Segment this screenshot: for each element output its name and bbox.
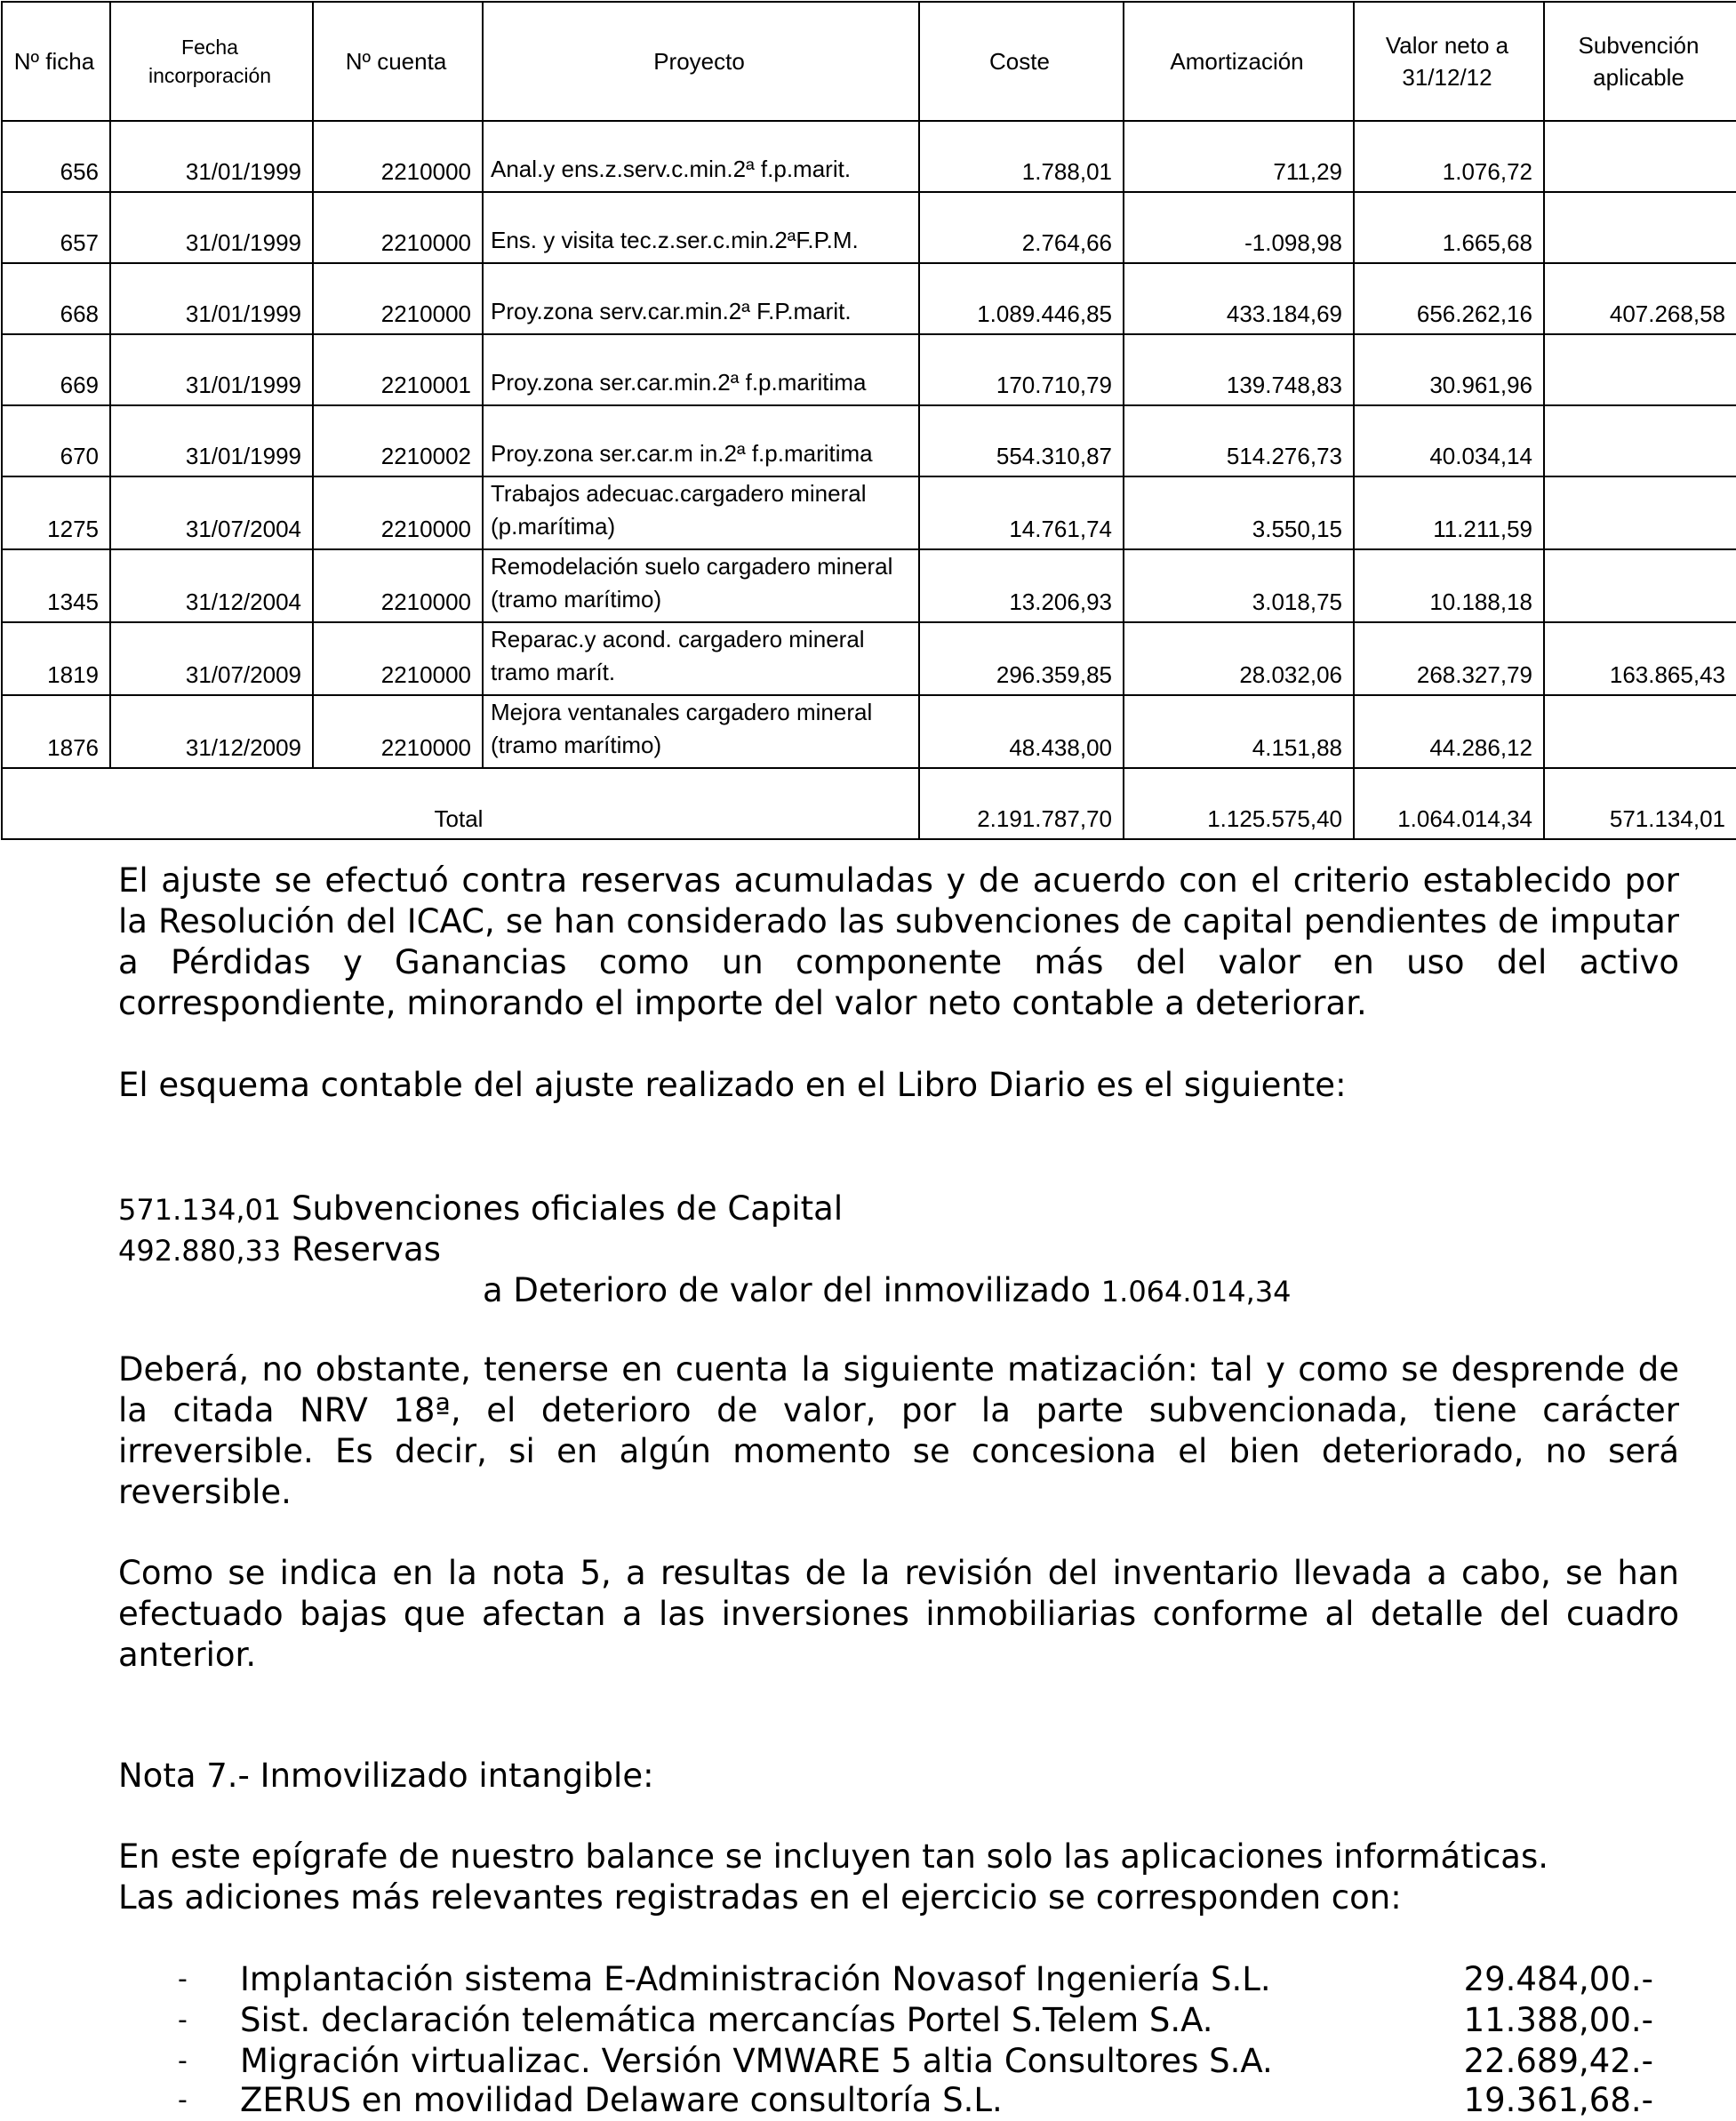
cell-subvencion: 163.865,43 (1544, 622, 1736, 695)
cell-fecha: 31/07/2009 (110, 622, 313, 695)
table-row (2, 334, 1736, 405)
cell-fecha: 31/01/1999 (110, 405, 313, 476)
cell-amortizacion: 711,29 (1124, 121, 1354, 192)
paragraph-ajuste: El ajuste se efectuó contra reservas acumuladas y de acuerdo con el criterio establecido por la Resolución del ICAC, se han considerado las subvenciones de capital pendientes de imputar a Pérdidas y Ganancias como un componente más del valor en uso del activo correspondiente, minorando el importe del valor neto contable a deteriorar. (118, 861, 1679, 1022)
header-ficha: Nº ficha (2, 2, 110, 121)
table-row (2, 622, 1736, 695)
cell-fecha: 31/12/2009 (110, 695, 313, 768)
journal-entry-credit (483, 1270, 1292, 1312)
header-subv-line1: Subvención (1578, 32, 1700, 59)
journal-amount: 571.134,01 (118, 1193, 282, 1227)
cell-coste: 296.359,85 (919, 622, 1124, 695)
list-item-text: Migración virtualizac. Versión VMWARE 5 altia Consultores S.A. (240, 2042, 1273, 2080)
cell-coste: 170.710,79 (919, 334, 1124, 405)
cell-proyecto: Reparac.y acond. cargadero mineral tramo marít. (483, 622, 919, 695)
cell-subvencion: 407.268,58 (1544, 263, 1736, 334)
cell-valor-neto: 268.327,79 (1354, 622, 1544, 695)
cell-cuenta: 2210000 (313, 549, 483, 622)
journal-amount: 1.064.014,34 (1100, 1275, 1292, 1309)
cell-cuenta: 2210002 (313, 405, 483, 476)
journal-entry-debit-2 (118, 1229, 441, 1271)
cell-fecha: 31/07/2004 (110, 476, 313, 549)
list-bullet: - (178, 1964, 188, 1995)
header-proyecto: Proyecto (483, 2, 919, 121)
assets-table (1, 1, 1736, 840)
table-row (2, 549, 1736, 622)
cell-subvencion (1544, 192, 1736, 263)
journal-amount: 492.880,33 (118, 1234, 282, 1268)
cell-cuenta: 2210000 (313, 476, 483, 549)
cell-coste: 48.438,00 (919, 695, 1124, 768)
cell-ficha: 669 (2, 334, 110, 405)
table-row (2, 405, 1736, 476)
cell-subvencion (1544, 121, 1736, 192)
cell-cuenta: 2210001 (313, 334, 483, 405)
list-item-amount: 11.388,00.- (1463, 2001, 1653, 2039)
paragraph-bajas: Como se indica en la nota 5, a resultas de la revisión del inventario llevada a cabo, se han efectuado bajas que afectan a las inversiones inmobiliarias conforme al detalle del cuadro anterior. (118, 1554, 1679, 1674)
header-valor-neto (1354, 2, 1544, 121)
list-bullet: - (178, 2085, 188, 2116)
header-valor-line2: 31/12/12 (1402, 64, 1492, 91)
table-header-row (2, 2, 1736, 121)
total-valor-neto: 1.064.014,34 (1354, 768, 1544, 839)
cell-proyecto: Remodelación suelo cargadero mineral (tramo marítimo) (483, 549, 919, 622)
cell-proyecto: Trabajos adecuac.cargadero mineral (p.marítima) (483, 476, 919, 549)
journal-account: a Deterioro de valor del inmovilizado (483, 1271, 1092, 1309)
header-coste: Coste (919, 2, 1124, 121)
paragraph-esquema: El esquema contable del ajuste realizado en el Libro Diario es el siguiente: (118, 1066, 1347, 1104)
cell-coste: 14.761,74 (919, 476, 1124, 549)
list-item-amount: 19.361,68.- (1463, 2081, 1653, 2119)
cell-subvencion (1544, 405, 1736, 476)
cell-coste: 554.310,87 (919, 405, 1124, 476)
cell-cuenta: 2210000 (313, 622, 483, 695)
cell-fecha: 31/01/1999 (110, 121, 313, 192)
table-row (2, 695, 1736, 768)
cell-amortizacion: 28.032,06 (1124, 622, 1354, 695)
header-cuenta: Nº cuenta (313, 2, 483, 121)
cell-subvencion (1544, 334, 1736, 405)
table-row (2, 192, 1736, 263)
list-bullet: - (178, 2005, 188, 2036)
header-subvencion (1544, 2, 1736, 121)
total-coste: 2.191.787,70 (919, 768, 1124, 839)
cell-ficha: 657 (2, 192, 110, 263)
list-item-text: ZERUS en movilidad Delaware consultoría S.L. (240, 2081, 1003, 2119)
cell-ficha: 1876 (2, 695, 110, 768)
cell-fecha: 31/01/1999 (110, 263, 313, 334)
cell-valor-neto: 30.961,96 (1354, 334, 1544, 405)
cell-fecha: 31/01/1999 (110, 192, 313, 263)
cell-coste: 1.788,01 (919, 121, 1124, 192)
cell-cuenta: 2210000 (313, 121, 483, 192)
cell-ficha: 1345 (2, 549, 110, 622)
list-item-text: Sist. declaración telemática mercancías Portel S.Telem S.A. (240, 2001, 1213, 2039)
cell-ficha: 656 (2, 121, 110, 192)
cell-cuenta: 2210000 (313, 192, 483, 263)
cell-valor-neto: 1.665,68 (1354, 192, 1544, 263)
cell-valor-neto: 656.262,16 (1354, 263, 1544, 334)
cell-amortizacion: 3.018,75 (1124, 549, 1354, 622)
table-row (2, 121, 1736, 192)
cell-valor-neto: 11.211,59 (1354, 476, 1544, 549)
table-total-row (2, 768, 1736, 839)
header-fecha-line2: incorporación (148, 64, 272, 87)
cell-subvencion (1544, 549, 1736, 622)
journal-account: Subvenciones oficiales de Capital (291, 1189, 844, 1228)
cell-amortizacion: 433.184,69 (1124, 263, 1354, 334)
cell-fecha: 31/01/1999 (110, 334, 313, 405)
total-label: Total (2, 768, 919, 839)
cell-amortizacion: 139.748,83 (1124, 334, 1354, 405)
cell-coste: 1.089.446,85 (919, 263, 1124, 334)
list-bullet: - (178, 2045, 188, 2077)
header-fecha-line1: Fecha (181, 36, 238, 59)
cell-cuenta: 2210000 (313, 695, 483, 768)
list-item-amount: 29.484,00.- (1463, 1960, 1653, 1998)
cell-valor-neto: 10.188,18 (1354, 549, 1544, 622)
cell-amortizacion: -1.098,98 (1124, 192, 1354, 263)
total-amortizacion: 1.125.575,40 (1124, 768, 1354, 839)
cell-coste: 2.764,66 (919, 192, 1124, 263)
cell-valor-neto: 40.034,14 (1354, 405, 1544, 476)
list-item-amount: 22.689,42.- (1463, 2042, 1653, 2080)
cell-amortizacion: 4.151,88 (1124, 695, 1354, 768)
cell-valor-neto: 44.286,12 (1354, 695, 1544, 768)
paragraph-epigrafe-line2: Las adiciones más relevantes registradas en el ejercicio se corresponden con: (118, 1878, 1402, 1917)
cell-ficha: 1275 (2, 476, 110, 549)
cell-subvencion (1544, 476, 1736, 549)
cell-proyecto: Proy.zona ser.car.min.2ª f.p.maritima (483, 334, 919, 405)
paragraph-epigrafe-line1: En este epígrafe de nuestro balance se incluyen tan solo las aplicaciones informáticas. (118, 1837, 1549, 1876)
header-subv-line2: aplicable (1593, 64, 1684, 91)
cell-proyecto: Proy.zona ser.car.m in.2ª f.p.maritima (483, 405, 919, 476)
cell-ficha: 668 (2, 263, 110, 334)
header-valor-line1: Valor neto a (1385, 32, 1509, 59)
paragraph-matizacion: Deberá, no obstante, tenerse en cuenta la siguiente matización: tal y como se desprende de la citada NRV 18ª, el deterioro de valor, por la parte subvencionada, tiene carácter irreversible. Es decir, si en algún momento se concesiona el bien deteriorado, no será reversible. (118, 1350, 1679, 1511)
cell-coste: 13.206,93 (919, 549, 1124, 622)
cell-cuenta: 2210000 (313, 263, 483, 334)
cell-valor-neto: 1.076,72 (1354, 121, 1544, 192)
cell-ficha: 670 (2, 405, 110, 476)
header-amortizacion: Amortización (1124, 2, 1354, 121)
cell-fecha: 31/12/2004 (110, 549, 313, 622)
total-subvencion: 571.134,01 (1544, 768, 1736, 839)
cell-proyecto: Mejora ventanales cargadero mineral (tramo marítimo) (483, 695, 919, 768)
cell-amortizacion: 3.550,15 (1124, 476, 1354, 549)
header-fecha (110, 2, 313, 121)
cell-ficha: 1819 (2, 622, 110, 695)
cell-amortizacion: 514.276,73 (1124, 405, 1354, 476)
table-row (2, 263, 1736, 334)
journal-account: Reservas (291, 1230, 441, 1269)
cell-proyecto: Anal.y ens.z.serv.c.min.2ª f.p.marit. (483, 121, 919, 192)
journal-entry-debit-1 (118, 1189, 843, 1230)
list-item-text: Implantación sistema E-Administración Novasof Ingeniería S.L. (240, 1960, 1271, 1998)
table-row (2, 476, 1736, 549)
section-heading: Nota 7.- Inmovilizado intangible: (118, 1757, 654, 1795)
cell-proyecto: Proy.zona serv.car.min.2ª F.P.marit. (483, 263, 919, 334)
cell-proyecto: Ens. y visita tec.z.ser.c.min.2ªF.P.M. (483, 192, 919, 263)
cell-subvencion (1544, 695, 1736, 768)
